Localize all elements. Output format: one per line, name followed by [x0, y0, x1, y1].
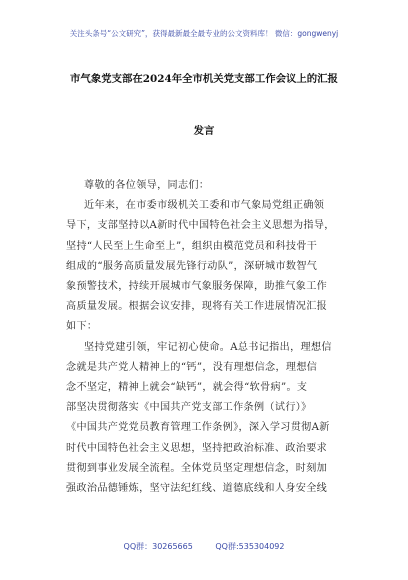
body-line: 坚持“人民至上生命至上”，组织由模范党员和科技骨干	[66, 240, 318, 252]
footer-contact	[0, 541, 408, 552]
document-title-line-2: 发言	[193, 125, 215, 137]
body-line: 时代中国特色社会主义思想，坚持把政治标准、政治要求	[66, 442, 328, 454]
body-line: 念就是共产党人精神上的“钙”，没有理想信念，理想信	[66, 361, 318, 373]
body-line: 部坚决贯彻落实《中国共产党支部工作条例（试行）》	[66, 402, 312, 414]
body-line: 如下：	[66, 321, 98, 333]
body-line: 导下，支部坚持以A新时代中国特色社会主义思想为指导，	[66, 220, 335, 232]
body-line: 坚持党建引领，牢记初心使命。A总书记指出，理想信	[84, 341, 332, 353]
body-line: 象预警技术，持续开展城市气象服务保障，助推气象工作	[66, 281, 328, 292]
salutation: 尊敬的各位领导，同志们：	[84, 180, 210, 191]
document-title-line-1: 市气象党支部在2024年全市机关党支部工作会议上的汇报	[70, 73, 338, 85]
body-line: 强政治品德锤炼，坚守法纪红线、道德底线和人身安全线	[66, 483, 328, 494]
footer-qq-group-2: QQ群:535304092	[215, 542, 285, 551]
body-line: 贯彻到事业发展全流程。全体党员坚定理想信念，时刻加	[66, 462, 328, 474]
footer-qq-group-1: QQ群：30265665	[123, 542, 193, 551]
header-promo-note: 关注头条号“公文研究”，获得最新最全最专业的公文资料库！ 微信：gongwenyj	[69, 29, 339, 38]
body-line: 组成的“服务高质量发展先锋行动队”，深研城市数智气	[66, 260, 318, 272]
body-line: 近年来，在市委市级机关工委和市气象局党组正确领	[84, 200, 325, 212]
body-line: 《中国共产党党员教育管理工作条例》，深入学习贯彻A新	[66, 422, 330, 434]
body-line: 念不坚定，精神上就会“缺钙”，就会得“软骨病”。支	[66, 382, 308, 393]
body-line: 高质量发展。根据会议安排，现将有关工作进展情况汇报	[66, 301, 328, 313]
